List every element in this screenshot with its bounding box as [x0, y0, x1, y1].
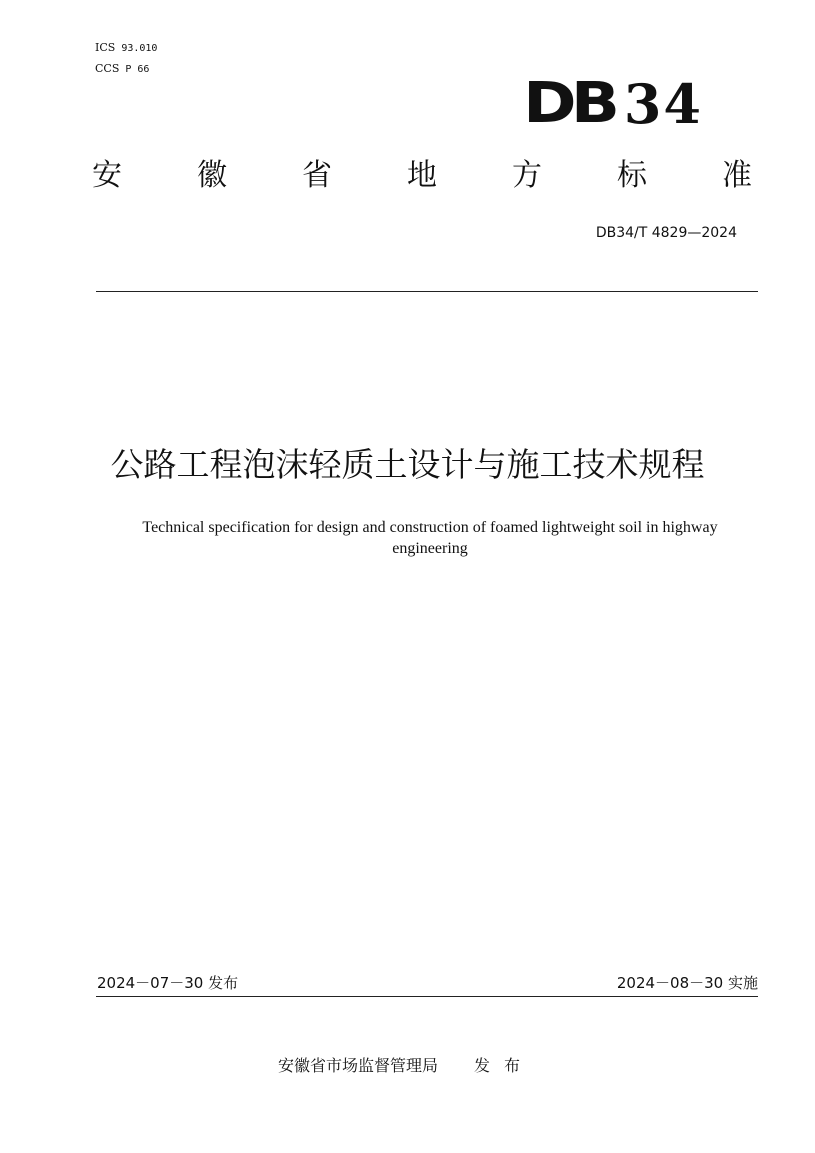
- standard-kind-char: 徽: [197, 158, 227, 193]
- title-chinese: 公路工程泡沫轻质土设计与施工技术规程: [110, 445, 705, 484]
- issuer-line: [278, 1055, 534, 1077]
- standard-kind-char: 省: [302, 158, 332, 193]
- ics-label: ICS: [95, 41, 116, 54]
- ics-value: 93.010: [121, 43, 158, 54]
- standard-kind-char: 准: [722, 158, 752, 193]
- issuer-action: 发布: [474, 1056, 535, 1075]
- header-divider: [96, 291, 758, 292]
- standard-kind-char: 方: [512, 158, 542, 193]
- standard-kind-char: 地: [407, 158, 437, 193]
- logo-number: 34: [623, 72, 703, 136]
- footer-divider: [96, 996, 758, 997]
- db34-logo: [522, 71, 703, 136]
- implementation-date: 2024－08－30 实施: [616, 974, 758, 992]
- standard-number: DB34/T 4829—2024: [595, 225, 737, 241]
- issuer-name: 安徽省市场监督管理局: [278, 1056, 439, 1075]
- standard-kind-heading: [92, 156, 752, 196]
- ics-code: [95, 41, 157, 55]
- logo-letters: DB: [522, 71, 614, 136]
- issue-date: 2024－07－30 发布: [97, 974, 239, 992]
- ccs-label: CCS: [95, 62, 120, 75]
- standard-kind-char: 安: [92, 158, 122, 193]
- standard-kind-char: 标: [617, 158, 647, 193]
- ccs-code: [95, 62, 149, 76]
- ccs-value: P 66: [125, 64, 150, 75]
- title-english: Technical specification for design and construction of foamed lightweight soil in highway engineering: [142, 519, 718, 557]
